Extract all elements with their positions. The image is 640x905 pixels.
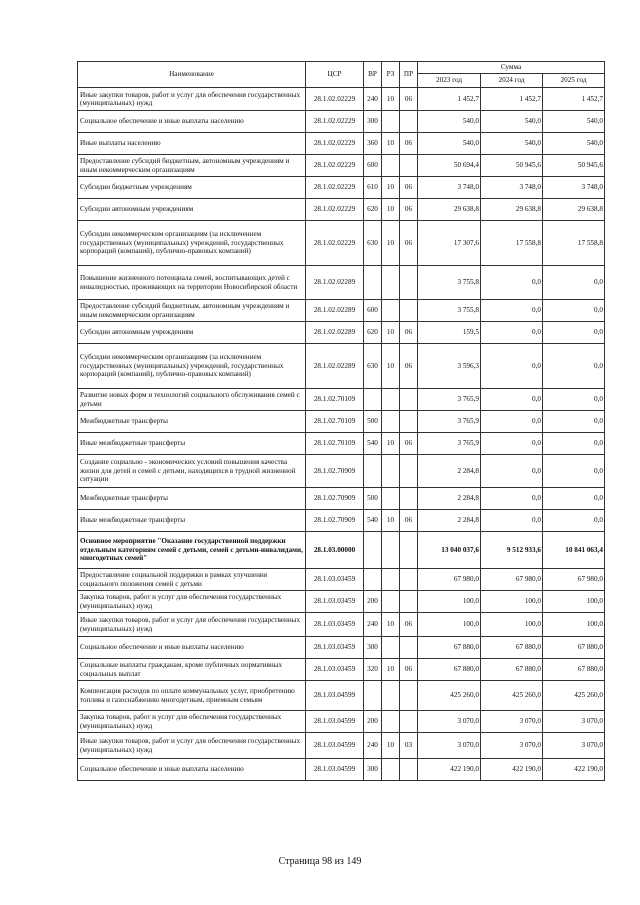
cell-csr: 28.1.03.04599: [306, 759, 364, 781]
cell-csr: 28.1.03.03459: [306, 569, 364, 591]
cell-2024: 0,0: [481, 344, 543, 389]
table-row: [78, 411, 605, 433]
cell-name: Предоставление социальной поддержки в рамках улучшения социального положения семей с детьми: [78, 569, 306, 591]
cell-rz: [382, 155, 400, 177]
cell-pr: [400, 411, 418, 433]
cell-rz: 10: [382, 133, 400, 155]
table-row: [78, 433, 605, 455]
cell-pr: 06: [400, 510, 418, 532]
cell-name: Субсидии автономным учреждениям: [78, 199, 306, 221]
cell-csr: 28.1.02.02229: [306, 88, 364, 111]
cell-2025: 3 070,0: [543, 733, 605, 759]
cell-csr: 28.1.03.04599: [306, 733, 364, 759]
cell-2024: 0,0: [481, 411, 543, 433]
cell-rz: 10: [382, 177, 400, 199]
cell-vr: 240: [364, 613, 382, 637]
table-row: [78, 681, 605, 711]
cell-vr: [364, 569, 382, 591]
cell-2025: 0,0: [543, 455, 605, 488]
table-row: [78, 659, 605, 681]
cell-pr: 06: [400, 88, 418, 111]
cell-vr: [364, 389, 382, 411]
cell-vr: [364, 455, 382, 488]
cell-name: Закупка товаров, работ и услуг для обеспечения государственных (муниципальных) нужд: [78, 591, 306, 613]
cell-2024: 3 748,0: [481, 177, 543, 199]
table-row: [78, 221, 605, 266]
cell-pr: [400, 266, 418, 300]
table-row: [78, 637, 605, 659]
cell-csr: 28.1.03.03459: [306, 637, 364, 659]
cell-csr: 28.1.03.04599: [306, 681, 364, 711]
cell-rz: [382, 266, 400, 300]
cell-2025: 10 841 063,4: [543, 532, 605, 569]
cell-name: Субсидии некоммерческим организациям (за исключением государственных (муниципальных) учреждений, государственных корпораций (компаний), публично-правовых компаний): [78, 344, 306, 389]
cell-pr: [400, 488, 418, 510]
cell-name: Иные выплаты населению: [78, 133, 306, 155]
cell-rz: 10: [382, 733, 400, 759]
cell-2023: 540,0: [418, 133, 481, 155]
cell-2025: 50 945,6: [543, 155, 605, 177]
cell-rz: 10: [382, 88, 400, 111]
cell-pr: 06: [400, 221, 418, 266]
cell-csr: 28.1.02.70109: [306, 389, 364, 411]
table-row: [78, 759, 605, 781]
cell-csr: 28.1.03.04599: [306, 711, 364, 733]
cell-rz: 10: [382, 322, 400, 344]
cell-csr: 28.1.02.02289: [306, 266, 364, 300]
cell-2025: 1 452,7: [543, 88, 605, 111]
cell-rz: [382, 532, 400, 569]
cell-2024: 9 512 933,6: [481, 532, 543, 569]
cell-name: Субсидии автономным учреждениям: [78, 322, 306, 344]
cell-name: Субсидии некоммерческим организациям (за исключением государственных (муниципальных) учреждений, государственных корпораций (компаний), публично-правовых компаний): [78, 221, 306, 266]
cell-2025: 67 880,0: [543, 637, 605, 659]
cell-vr: [364, 532, 382, 569]
cell-2025: 0,0: [543, 488, 605, 510]
cell-pr: [400, 455, 418, 488]
header-year-2025: 2025 год: [543, 74, 605, 88]
cell-2025: 540,0: [543, 111, 605, 133]
cell-2025: 0,0: [543, 433, 605, 455]
cell-pr: 06: [400, 199, 418, 221]
cell-vr: 630: [364, 221, 382, 266]
cell-2023: 3 765,9: [418, 389, 481, 411]
table-row: [78, 88, 605, 111]
cell-2024: 67 980,0: [481, 569, 543, 591]
cell-csr: 28.1.02.70909: [306, 488, 364, 510]
cell-csr: 28.1.03.03459: [306, 613, 364, 637]
table-body: [78, 88, 605, 781]
cell-2025: 0,0: [543, 411, 605, 433]
cell-2025: 0,0: [543, 389, 605, 411]
cell-name: Межбюджетные трансферты: [78, 488, 306, 510]
cell-name: Предоставление субсидий бюджетным, автономным учреждениям и иным некоммерческим организациям: [78, 300, 306, 322]
cell-rz: [382, 389, 400, 411]
header-sum: Сумма: [418, 62, 605, 74]
cell-rz: [382, 455, 400, 488]
cell-2024: 0,0: [481, 510, 543, 532]
cell-2024: 0,0: [481, 455, 543, 488]
cell-2023: 3 070,0: [418, 733, 481, 759]
cell-2023: 100,0: [418, 591, 481, 613]
cell-pr: 06: [400, 133, 418, 155]
cell-csr: 28.1.02.02229: [306, 111, 364, 133]
cell-csr: 28.1.02.70909: [306, 510, 364, 532]
cell-2024: 17 558,8: [481, 221, 543, 266]
table-row: [78, 455, 605, 488]
cell-vr: 500: [364, 488, 382, 510]
table-row: [78, 569, 605, 591]
cell-2023: 100,0: [418, 613, 481, 637]
cell-vr: 240: [364, 733, 382, 759]
cell-pr: [400, 591, 418, 613]
cell-pr: [400, 111, 418, 133]
budget-table: [77, 61, 605, 781]
cell-2023: 13 040 037,6: [418, 532, 481, 569]
cell-vr: 240: [364, 88, 382, 111]
cell-name: Иные закупки товаров, работ и услуг для обеспечения государственных (муниципальных) нужд: [78, 88, 306, 111]
cell-csr: 28.1.03.00000: [306, 532, 364, 569]
cell-2024: 100,0: [481, 591, 543, 613]
cell-rz: [382, 569, 400, 591]
table-row: [78, 111, 605, 133]
cell-csr: 28.1.02.02289: [306, 344, 364, 389]
cell-2023: 3 765,9: [418, 411, 481, 433]
cell-2024: 1 452,7: [481, 88, 543, 111]
cell-pr: 06: [400, 322, 418, 344]
cell-2023: 2 284,8: [418, 455, 481, 488]
cell-name: Субсидии бюджетным учреждениям: [78, 177, 306, 199]
table-row: [78, 510, 605, 532]
cell-pr: [400, 155, 418, 177]
cell-2024: 0,0: [481, 322, 543, 344]
cell-pr: [400, 300, 418, 322]
cell-vr: 620: [364, 199, 382, 221]
cell-pr: [400, 532, 418, 569]
cell-vr: 600: [364, 300, 382, 322]
cell-2024: 0,0: [481, 300, 543, 322]
cell-csr: 28.1.02.02229: [306, 177, 364, 199]
table-row: [78, 322, 605, 344]
cell-vr: 300: [364, 759, 382, 781]
cell-vr: [364, 266, 382, 300]
header-csr: ЦСР: [306, 62, 364, 88]
cell-2024: 3 070,0: [481, 711, 543, 733]
cell-name: Иные закупки товаров, работ и услуг для обеспечения государственных (муниципальных) нужд: [78, 733, 306, 759]
cell-name: Социальное обеспечение и иные выплаты населению: [78, 111, 306, 133]
header-pr: ПР: [400, 62, 418, 88]
cell-pr: [400, 389, 418, 411]
cell-csr: 28.1.02.02229: [306, 221, 364, 266]
cell-2024: 29 638,8: [481, 199, 543, 221]
header-year-2024: 2024 год: [481, 74, 543, 88]
cell-2024: 422 190,0: [481, 759, 543, 781]
cell-rz: [382, 637, 400, 659]
cell-vr: 630: [364, 344, 382, 389]
table-row: [78, 591, 605, 613]
table-row: [78, 266, 605, 300]
cell-2025: 0,0: [543, 322, 605, 344]
cell-2025: 0,0: [543, 344, 605, 389]
cell-2024: 100,0: [481, 613, 543, 637]
header-rz: РЗ: [382, 62, 400, 88]
cell-vr: 540: [364, 433, 382, 455]
cell-2024: 50 945,6: [481, 155, 543, 177]
cell-name: Межбюджетные трансферты: [78, 411, 306, 433]
cell-2025: 3 748,0: [543, 177, 605, 199]
cell-pr: [400, 637, 418, 659]
cell-2024: 540,0: [481, 111, 543, 133]
cell-rz: [382, 711, 400, 733]
cell-2023: 29 638,8: [418, 199, 481, 221]
cell-name: Социальное обеспечение и иные выплаты населению: [78, 759, 306, 781]
table-row: [78, 733, 605, 759]
cell-csr: 28.1.02.70909: [306, 455, 364, 488]
cell-2023: 3 748,0: [418, 177, 481, 199]
header-year-2023: 2023 год: [418, 74, 481, 88]
cell-csr: 28.1.02.02289: [306, 322, 364, 344]
table-row: [78, 711, 605, 733]
cell-pr: 06: [400, 613, 418, 637]
cell-vr: 320: [364, 659, 382, 681]
cell-pr: [400, 681, 418, 711]
cell-rz: 10: [382, 613, 400, 637]
cell-2025: 17 558,8: [543, 221, 605, 266]
table-row: [78, 300, 605, 322]
table-row: [78, 613, 605, 637]
cell-2025: 0,0: [543, 266, 605, 300]
cell-2025: 100,0: [543, 591, 605, 613]
cell-pr: [400, 759, 418, 781]
cell-2025: 3 070,0: [543, 711, 605, 733]
cell-2023: 17 307,6: [418, 221, 481, 266]
cell-2023: 425 260,0: [418, 681, 481, 711]
cell-2024: 0,0: [481, 433, 543, 455]
cell-2023: 159,5: [418, 322, 481, 344]
cell-2024: 540,0: [481, 133, 543, 155]
cell-2023: 540,0: [418, 111, 481, 133]
header-name: Наименование: [78, 62, 306, 88]
cell-name: Компенсация расходов по оплате коммунальных услуг, приобретению топлива и газоснабжению многодетным, приемным семьям: [78, 681, 306, 711]
cell-2024: 3 070,0: [481, 733, 543, 759]
cell-rz: 10: [382, 199, 400, 221]
cell-pr: 06: [400, 659, 418, 681]
cell-2025: 540,0: [543, 133, 605, 155]
cell-csr: 28.1.02.70109: [306, 433, 364, 455]
cell-vr: 200: [364, 591, 382, 613]
cell-2024: 67 880,0: [481, 637, 543, 659]
cell-name: Социальное обеспечение и иные выплаты населению: [78, 637, 306, 659]
cell-2025: 100,0: [543, 613, 605, 637]
page-number: Страница 98 из 149: [278, 856, 362, 867]
cell-vr: 600: [364, 155, 382, 177]
cell-rz: [382, 111, 400, 133]
cell-name: Повышение жизненного потенциала семей, воспитывающих детей с инвалидностью, проживающих на территории Новосибирской области: [78, 266, 306, 300]
cell-vr: 300: [364, 637, 382, 659]
cell-rz: 10: [382, 344, 400, 389]
cell-2024: 0,0: [481, 389, 543, 411]
cell-2023: 67 880,0: [418, 659, 481, 681]
cell-2023: 422 190,0: [418, 759, 481, 781]
cell-csr: 28.1.03.03459: [306, 591, 364, 613]
cell-csr: 28.1.03.03459: [306, 659, 364, 681]
cell-rz: [382, 488, 400, 510]
cell-name: Развитие новых форм и технологий социального обслуживания семей с детьми: [78, 389, 306, 411]
cell-name: Иные закупки товаров, работ и услуг для обеспечения государственных (муниципальных) нужд: [78, 613, 306, 637]
cell-2025: 425 260,0: [543, 681, 605, 711]
cell-pr: 06: [400, 433, 418, 455]
table-row: [78, 389, 605, 411]
cell-vr: 540: [364, 510, 382, 532]
cell-2024: 0,0: [481, 488, 543, 510]
table-row: [78, 532, 605, 569]
cell-vr: 610: [364, 177, 382, 199]
header-vr: ВР: [364, 62, 382, 88]
cell-2023: 3 765,9: [418, 433, 481, 455]
cell-2023: 3 070,0: [418, 711, 481, 733]
cell-2023: 2 284,8: [418, 488, 481, 510]
cell-rz: [382, 759, 400, 781]
cell-rz: 10: [382, 221, 400, 266]
table-row: [78, 177, 605, 199]
cell-2023: 2 284,8: [418, 510, 481, 532]
cell-2023: 1 452,7: [418, 88, 481, 111]
cell-vr: [364, 681, 382, 711]
cell-name: Создание социально - экономических условий повышения качества жизни для детей и семей с детьми, находящихся в трудной жизненной ситуации: [78, 455, 306, 488]
cell-rz: [382, 300, 400, 322]
cell-rz: 10: [382, 510, 400, 532]
cell-2025: 422 190,0: [543, 759, 605, 781]
cell-rz: [382, 681, 400, 711]
cell-2024: 425 260,0: [481, 681, 543, 711]
cell-vr: 620: [364, 322, 382, 344]
cell-2024: 67 880,0: [481, 659, 543, 681]
cell-csr: 28.1.02.02229: [306, 133, 364, 155]
table-row: [78, 155, 605, 177]
cell-2023: 3 596,3: [418, 344, 481, 389]
table-row: [78, 344, 605, 389]
cell-pr: 06: [400, 344, 418, 389]
cell-2023: 3 755,8: [418, 266, 481, 300]
cell-pr: 06: [400, 177, 418, 199]
cell-pr: [400, 569, 418, 591]
cell-2025: 29 638,8: [543, 199, 605, 221]
cell-csr: 28.1.02.02229: [306, 155, 364, 177]
cell-rz: [382, 411, 400, 433]
cell-2024: 0,0: [481, 266, 543, 300]
cell-vr: 360: [364, 133, 382, 155]
cell-2023: 67 980,0: [418, 569, 481, 591]
cell-name: Иные межбюджетные трансферты: [78, 510, 306, 532]
cell-2023: 67 880,0: [418, 637, 481, 659]
cell-name: Предоставление субсидий бюджетным, автономным учреждениям и иным некоммерческим организациям: [78, 155, 306, 177]
cell-vr: 300: [364, 111, 382, 133]
cell-2025: 0,0: [543, 510, 605, 532]
cell-name: Иные межбюджетные трансферты: [78, 433, 306, 455]
cell-rz: 10: [382, 659, 400, 681]
cell-2025: 67 880,0: [543, 659, 605, 681]
cell-rz: 10: [382, 433, 400, 455]
table-row: [78, 133, 605, 155]
cell-name: Социальные выплаты гражданам, кроме публичных нормативных социальных выплат: [78, 659, 306, 681]
cell-vr: 200: [364, 711, 382, 733]
cell-csr: 28.1.02.70109: [306, 411, 364, 433]
table-row: [78, 199, 605, 221]
cell-vr: 500: [364, 411, 382, 433]
cell-name: Основное мероприятие "Оказание государственной поддержки отдельным категориям семей с детьми, семей с детьми-инвалидами, многодетных семей": [78, 532, 306, 569]
cell-name: Закупка товаров, работ и услуг для обеспечения государственных (муниципальных) нужд: [78, 711, 306, 733]
cell-csr: 28.1.02.02289: [306, 300, 364, 322]
cell-2023: 50 694,4: [418, 155, 481, 177]
cell-pr: [400, 711, 418, 733]
cell-2023: 3 755,8: [418, 300, 481, 322]
cell-2025: 67 980,0: [543, 569, 605, 591]
cell-csr: 28.1.02.02229: [306, 199, 364, 221]
cell-pr: 03: [400, 733, 418, 759]
cell-rz: [382, 591, 400, 613]
table-row: [78, 488, 605, 510]
cell-2025: 0,0: [543, 300, 605, 322]
